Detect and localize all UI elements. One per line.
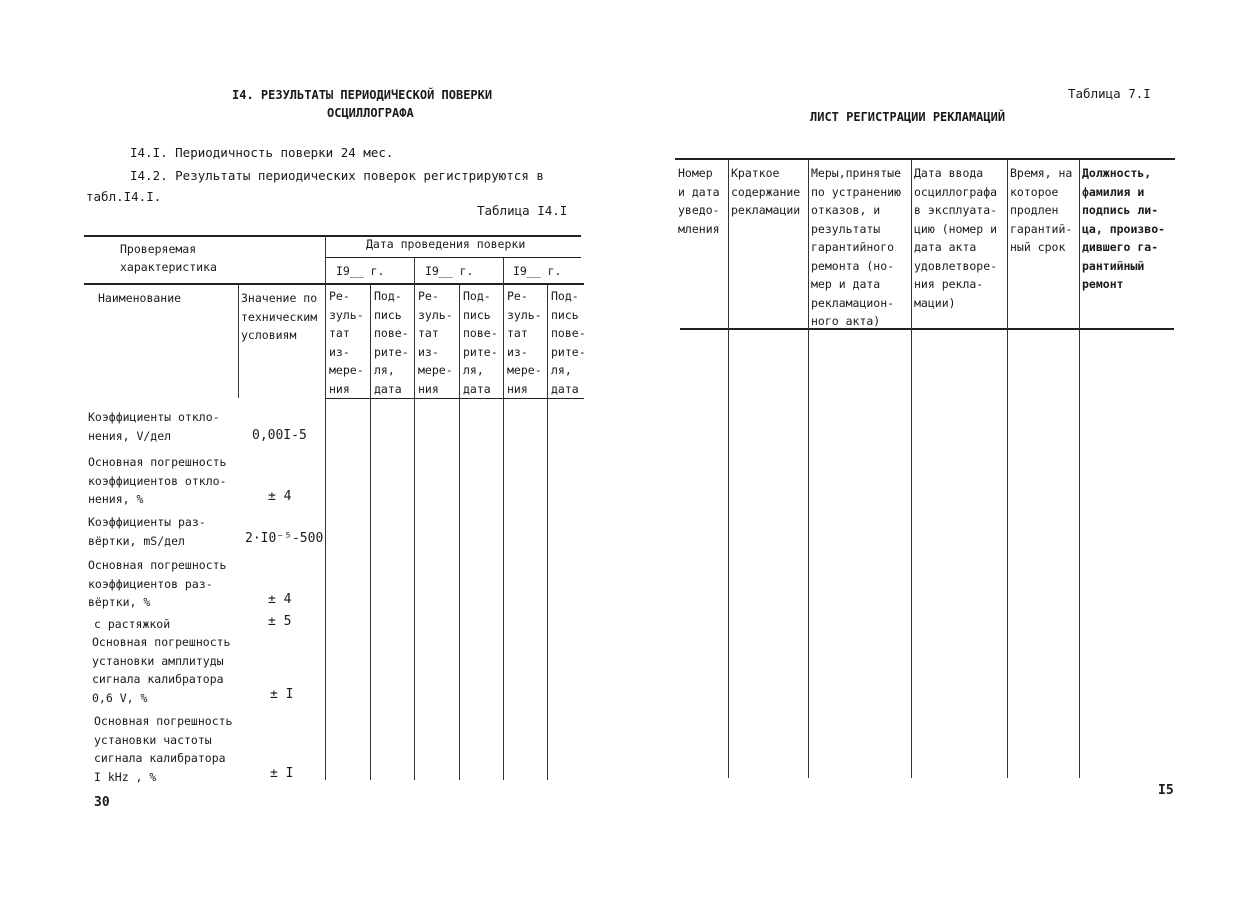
table-row-name: Основная погрешность установки амплитуды сигнала калибратора 0,6 V, % — [92, 635, 231, 705]
table-row-value: 0,00I-5 — [252, 428, 307, 443]
table-header-rule — [680, 328, 1174, 330]
year-label: I9__ г. — [425, 264, 474, 278]
table-vline — [414, 258, 415, 780]
table-vline — [911, 160, 912, 778]
table-row-value: ± 4 — [268, 489, 292, 504]
table-row-name: Основная погрешность установки частоты сигнала калибратора I kHz , % — [94, 714, 233, 784]
header-signature: Под- пись пове- рите- ля, дата — [551, 289, 586, 396]
table-vline — [547, 285, 548, 780]
table-subheader-rule — [325, 398, 584, 399]
year-label: I9__ г. — [513, 264, 562, 278]
table-vline — [1079, 160, 1080, 778]
table-vline — [325, 235, 326, 780]
table-vline — [503, 258, 504, 780]
column-header-summary: Краткое содержание рекламации — [731, 166, 801, 217]
header-name: Наименование — [98, 291, 182, 305]
page-number-left: 30 — [94, 795, 110, 810]
table-vline — [370, 285, 371, 780]
table-row-value: 2·I0⁻⁵-500 — [245, 531, 324, 546]
header-checked-characteristic: Проверяемая характеристика — [120, 242, 217, 274]
table-vline — [238, 285, 239, 398]
table-vline — [808, 160, 809, 778]
table-row-name: Коэффициенты раз- вёртки, mS/дел — [88, 515, 206, 548]
complaints-title: ЛИСТ РЕГИСТРАЦИИ РЕКЛАМАЦИЙ — [810, 110, 1006, 124]
header-result: Ре- зуль- тат из- мере- ния — [329, 289, 364, 396]
column-header-warranty-extension: Время, на которое продлен гарантий- ный срок — [1010, 166, 1073, 254]
section-title-line1: I4. РЕЗУЛЬТАТЫ ПЕРИОДИЧЕСКОЙ ПОВЕРКИ — [232, 88, 493, 102]
table-row-value: ± I — [270, 766, 294, 781]
header-signature: Под- пись пове- рите- ля, дата — [374, 289, 409, 396]
paragraph-results-line1: I4.2. Результаты периодических поверок регистрируются в — [130, 168, 544, 183]
table-row-value: ± 4 — [268, 592, 292, 607]
section-title-line2: ОСЦИЛЛОГРАФА — [327, 106, 414, 120]
column-header-commissioning: Дата ввода осциллографа в эксплуата- цию (номер и дата акта удовлетворе- ния рекла- мации) — [914, 166, 998, 310]
column-header-repairer: Должность, фамилия и подпись ли- ца, произво- дившего га- рантийный ремонт — [1082, 166, 1166, 291]
table-row-name: Основная погрешность коэффициентов откло- нения, % — [88, 455, 227, 506]
page-number-right: I5 — [1158, 783, 1174, 798]
table-row-value: ± I — [270, 687, 294, 702]
table-vline — [728, 160, 729, 778]
table-row-name: Коэффициенты откло- нения, V/дел — [88, 410, 220, 443]
header-signature: Под- пись пове- рите- ля, дата — [463, 289, 498, 396]
table-vline — [459, 285, 460, 780]
header-spec-value: Значение по техническим условиям — [241, 291, 318, 342]
header-result: Ре- зуль- тат из- мере- ния — [507, 289, 542, 396]
table-caption: Таблица I4.I — [477, 203, 568, 218]
table-row-value: ± 5 — [268, 614, 292, 629]
table-top-rule — [675, 158, 1175, 160]
table-row-name: с растяжкой — [94, 617, 171, 631]
year-label: I9__ г. — [336, 264, 385, 278]
table-caption-right: Таблица 7.I — [1068, 86, 1151, 101]
table-date-rule — [325, 257, 581, 258]
table-vline — [1007, 160, 1008, 778]
header-result: Ре- зуль- тат из- мере- ния — [418, 289, 453, 396]
table-row-name: Основная погрешность коэффициентов раз- вёртки, % — [88, 558, 227, 609]
paragraph-results-line2: табл.I4.I. — [86, 189, 162, 204]
header-verification-date: Дата проведения поверки — [366, 237, 526, 251]
table-header-rule — [84, 283, 584, 285]
column-header-notice: Номер и дата уведо- мления — [678, 166, 720, 236]
paragraph-periodicity: I4.I. Периодичность поверки 24 мес. — [130, 145, 394, 160]
column-header-measures: Меры,принятые по устранению отказов, и результаты гарантийного ремонта (но- мер и дата рекламацион- ного акта) — [811, 166, 902, 328]
